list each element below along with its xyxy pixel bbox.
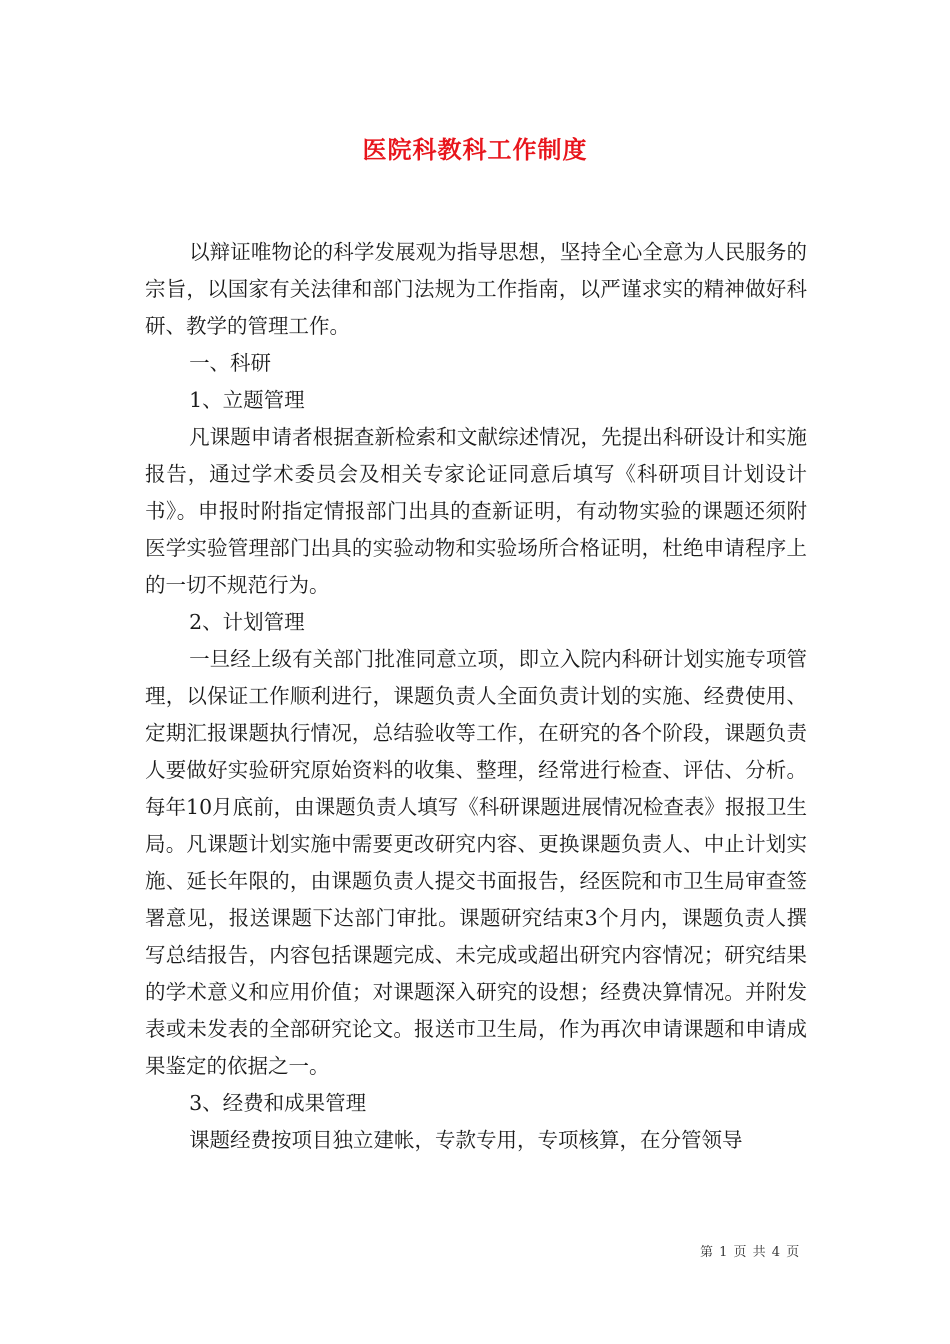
- paragraph-funds-results-management: 课题经费按项目独立建帐，专款专用，专项核算，在分管领导: [189, 1128, 743, 1152]
- paragraph-intro: 以辩证唯物论的科学发展观为指导思想，坚持全心全意为人民服务的宗旨，以国家有关法律和部门法规为工作指南，以严谨求实的精神做好科研、教学的管理工作。: [145, 240, 807, 338]
- document-body: [145, 234, 807, 1159]
- document-title: 医院科教科工作制度: [362, 136, 588, 164]
- subheading-plan-management: 2、计划管理: [189, 610, 305, 634]
- subheading-funds-results-management: 3、经费和成果管理: [189, 1091, 367, 1115]
- paragraph-topic-management: 凡课题申请者根据查新检索和文献综述情况，先提出科研设计和实施报告，通过学术委员会及相关专家论证同意后填写《科研项目计划设计书》。申报时附指定情报部门出具的查新证明，有动物实验的课题还须附医学实验管理部门出具的实验动物和实验场所合格证明，杜绝申请程序上的一切不规范行为。: [145, 425, 807, 597]
- subheading-topic-management: 1、立题管理: [189, 388, 305, 412]
- page-number-footer: 第 1 页 共 4 页: [700, 1245, 801, 1260]
- paragraph-plan-management: 一旦经上级有关部门批准同意立项，即立入院内科研计划实施专项管理，以保证工作顺利进行，课题负责人全面负责计划的实施、经费使用、定期汇报课题执行情况，总结验收等工作，在研究的各个阶段，课题负责人要做好实验研究原始资料的收集、整理，经常进行检查、评估、分析。每年10月底前，由课题负责人填写《科研课题进展情况检查表》报报卫生局。凡课题计划实施中需要更改研究内容、更换课题负责人、中止计划实施、延长年限的，由课题负责人提交书面报告，经医院和市卫生局审查签署意见，报送课题下达部门审批。课题研究结束3个月内，课题负责人撰写总结报告，内容包括课题完成、未完成或超出研究内容情况；研究结果的学术意义和应用价值；对课题深入研究的设想；经费决算情况。并附发表或未发表的全部研究论文。报送市卫生局，作为再次申请课题和申请成果鉴定的依据之一。: [145, 647, 807, 1078]
- heading-research: 一、科研: [189, 351, 272, 375]
